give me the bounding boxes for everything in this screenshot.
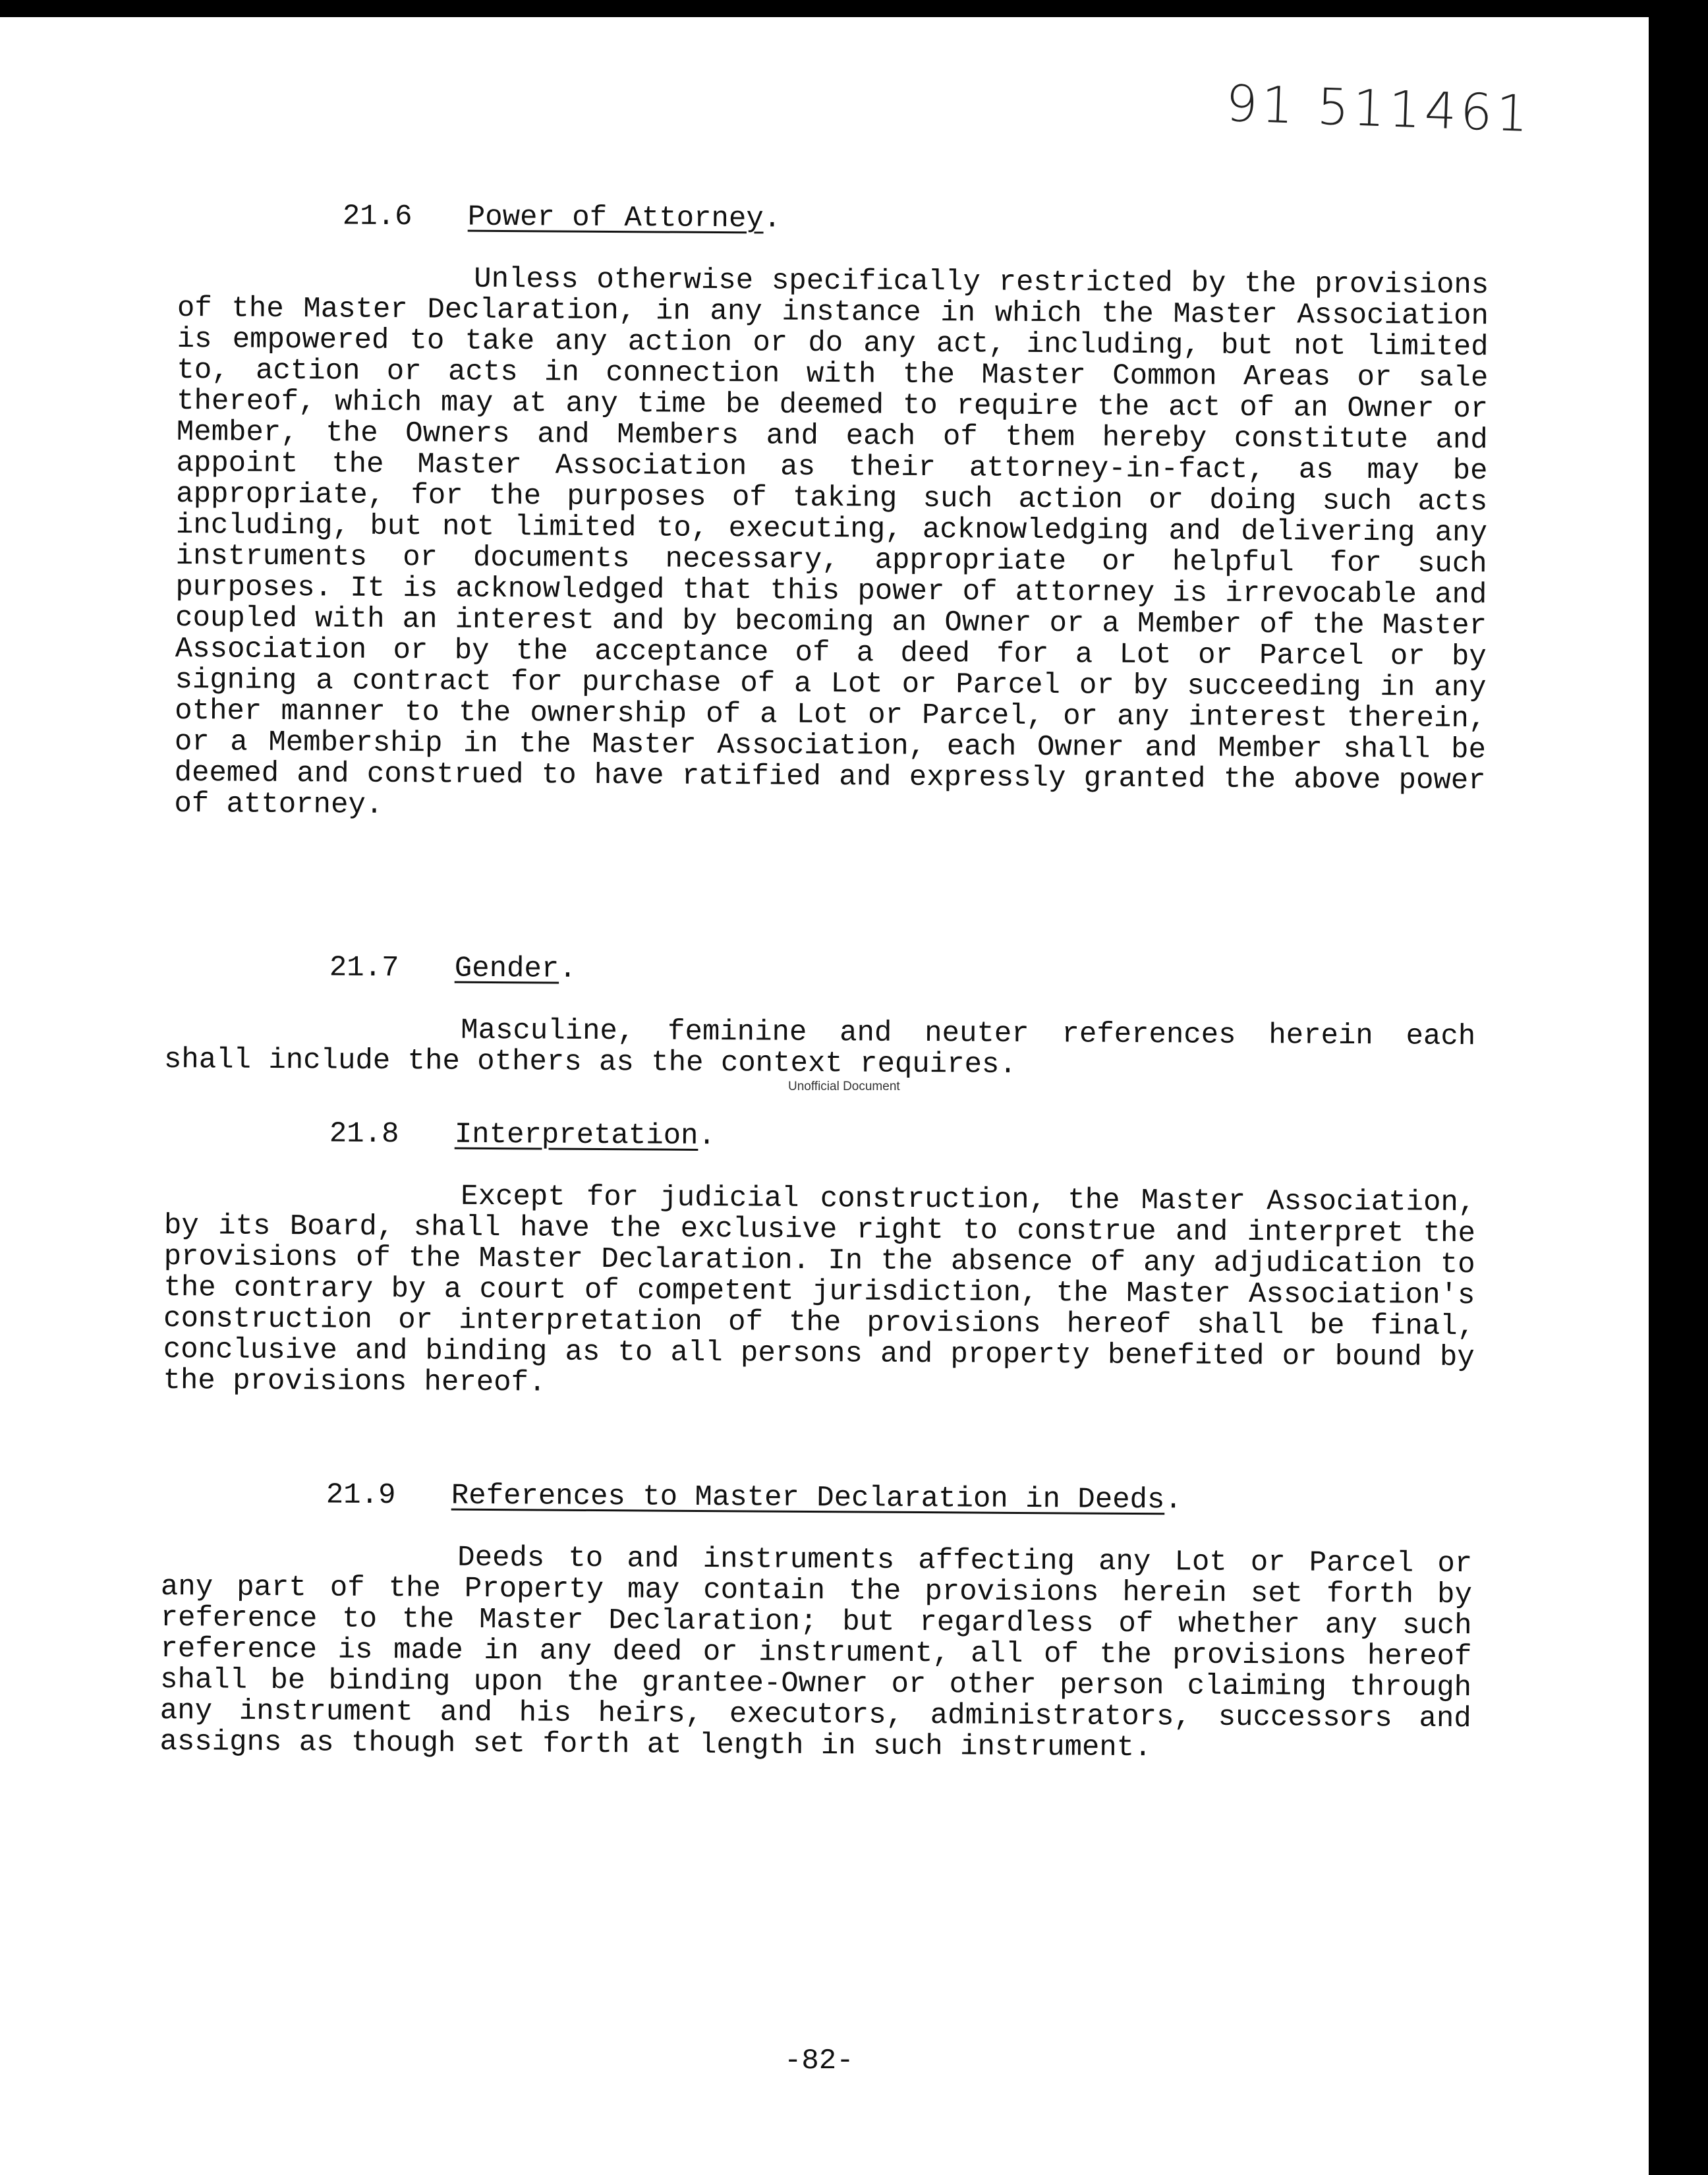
section-number: 21.7 (329, 951, 399, 985)
section-title: Interpretation (454, 1118, 698, 1153)
section-title: References to Master Declaration in Deeds (451, 1479, 1165, 1517)
section-number: 21.6 (342, 200, 413, 234)
scan-border-right (1649, 0, 1708, 2175)
section-number: 21.9 (326, 1478, 396, 1513)
recording-number: 91 511461 (1224, 73, 1533, 144)
section-heading: 21.6 Power of Attorney. (178, 198, 1489, 241)
section-body: Deeds to and instruments affecting any Lot or Parcel or any part of the Property may contain the provisions herein set forth by reference to the Master Declaration; but regardless of whether any such reference is made in any deed or instrument, all of the provisions hereof shall be binding upon the grantee-Owner or other person claiming through any instrument and his heirs, executors, administrators, successors and assigns as though set forth at length in such instrument. (159, 1541, 1473, 1765)
section-heading: 21.8 Interpretation. (165, 1115, 1476, 1159)
scan-border-top (0, 0, 1708, 17)
section-references-to-master-declaration (159, 1476, 1473, 1766)
section-title: Gender (454, 952, 559, 986)
section-interpretation (163, 1115, 1476, 1405)
section-body: Masculine, feminine and neuter references herein each shall include the others as the context requires. (163, 1014, 1476, 1082)
section-body: Unless otherwise specifically restricted by the provisions of the Master Declaration, in any instance in which the Master Association is empowered to take any action or do any act, including, but not limited to, action or acts in connection with the Master Common Areas or sale thereof, which may at any time be deemed to require the act of an Owner or Member, the Owners and Members and each of them hereby constitute and appoint the Master Association as their attorney-in-fact, as may be appropriate, for the purposes of taking such action or doing such acts including, but not limited to, executing, acknowledging and delivering any instruments or documents necessary, appropriate or helpful for such purposes. It is acknowledged that this power of attorney is irrevocable and coupled with an interest and by becoming an Owner or a Member of the Master Association or by the acceptance of a deed for a Lot or Parcel or by signing a contract for purchase of a Lot or Parcel or by succeeding in any other manner to the ownership of a Lot or Parcel, or any interest therein, or a Membership in the Master Association, each Owner and Member shall be deemed and construed to have ratified and expressly granted the above power of attorney. (174, 262, 1489, 822)
section-power-of-attorney (174, 198, 1489, 828)
section-heading: 21.7 Gender. (165, 949, 1476, 993)
section-gender (164, 949, 1476, 1084)
unofficial-document-watermark: Unofficial Document (788, 1080, 900, 1093)
section-title: Power of Attorney (467, 200, 764, 236)
page-number: -82- (784, 2044, 854, 2077)
section-heading: 21.9 References to Master Declaration in Deeds. (161, 1476, 1473, 1520)
section-body: Except for judicial construction, the Master Association, by its Board, shall have the exclusive right to construe and interpret the provisions of the Master Declaration. In the absence of any adjudication to the contrary by a court of competent jurisdiction, the Master Association's construction or interpretation of the provisions hereof shall be final, conclusive and binding as to all persons and property benefited or bound by the provisions hereof. (163, 1180, 1476, 1400)
section-number: 21.8 (329, 1117, 399, 1151)
